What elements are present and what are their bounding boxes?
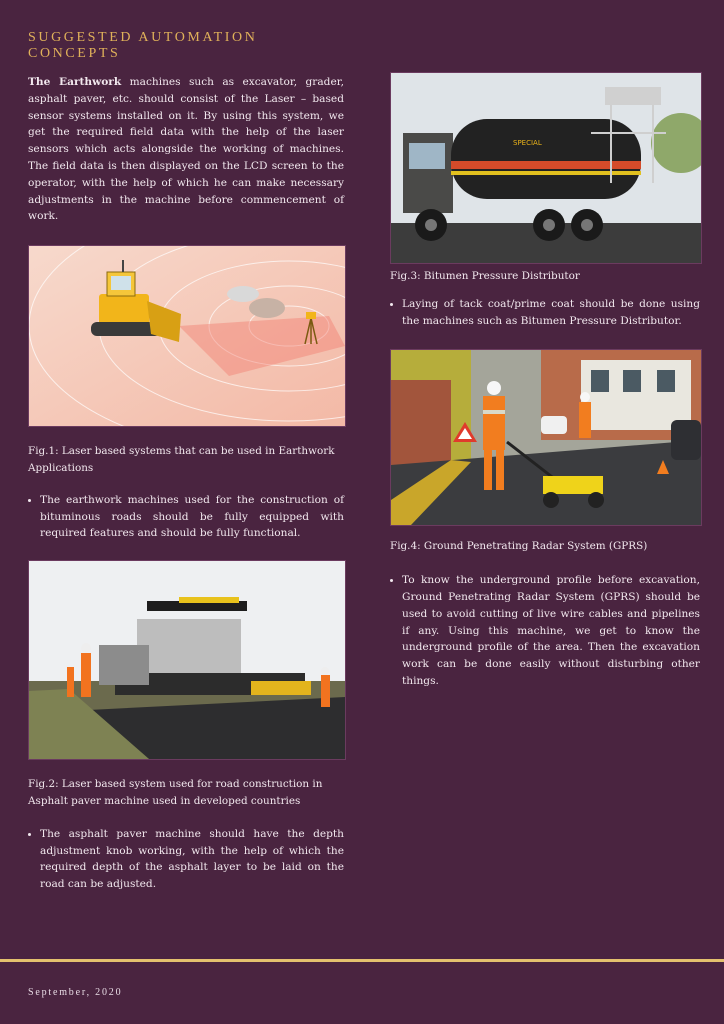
footer-date: September, 2020 (28, 987, 123, 998)
fig1-laser-earthwork-image (28, 245, 346, 427)
intro-paragraph (28, 74, 344, 225)
bullet-gprs: To know the underground profile before excavation, Ground Penetrating Radar System (GPRS) should be used to avoid cutting of live wire cables and pipelines if any. Using this machine, we get to know the underground profile of the area. Then the excavation work can be done easily without disturbing other things. (390, 572, 700, 690)
fig3-caption: Fig.3: Bitumen Pressure Distributor (390, 270, 580, 282)
intro-lead: The Earthwork (28, 76, 122, 88)
footer-rule (0, 959, 724, 962)
fig4-caption: Fig.4: Ground Penetrating Radar System (GPRS) (390, 540, 648, 553)
intro-body: machines such as excavator, grader, asphalt paver, etc. should consist of the Laser – based sensor systems installed on it. By using this system, we get the required field data with the help of the laser sensors which acts alongside the working of machines. The field data is then displayed on the LCD screen to the operator, with the help of which he can make necessary adjustments in the machine before commencement of work. (28, 76, 344, 223)
fig2-caption: Fig.2: Laser based system used for road construction in Asphalt paver machine used in developed countries (28, 778, 323, 807)
left-column (28, 74, 344, 893)
truck-label: SPECIAL (513, 139, 542, 147)
fig3-bitumen-distributor-image (390, 72, 702, 264)
section-title (28, 30, 257, 62)
section-title-line1: SUGGESTED AUTOMATION (28, 30, 258, 45)
bullet-paver: The asphalt paver machine should have the depth adjustment knob working, with the help of which the required depth of the asphalt layer to be laid on the road can be adjusted. (28, 826, 344, 893)
bullet-earthwork: The earthwork machines used for the construction of bituminous roads should be fully equipped with required features and should be fully functional. (28, 492, 344, 542)
right-column (390, 72, 700, 690)
fig4-gprs-image (390, 349, 702, 526)
bullet-tack-coat: Laying of tack coat/prime coat should be done using the machines such as Bitumen Pressure Distributor. (390, 296, 700, 330)
fig2-asphalt-paver-image (28, 560, 346, 760)
section-title-line2: CONCEPTS (28, 46, 121, 61)
fig1-caption: Fig.1: Laser based systems that can be used in Earthwork Applications (28, 445, 335, 474)
